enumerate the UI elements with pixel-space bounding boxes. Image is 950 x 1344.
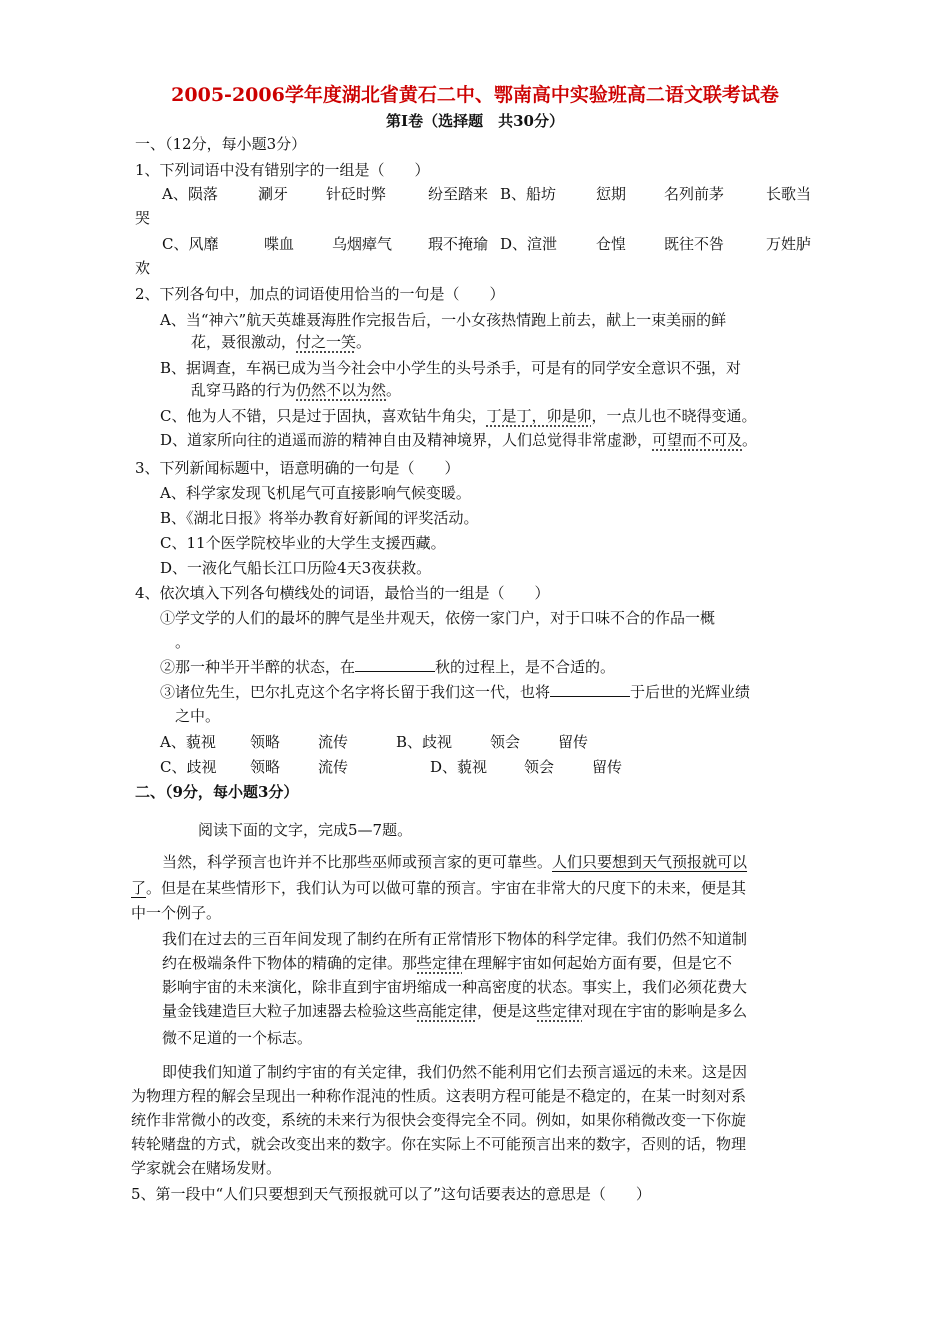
q2-c-text-post: ，一点儿也不晓得变通。 [591, 407, 757, 425]
q1-option-c-word1: C、风靡 [162, 235, 219, 253]
q2-option-b-line1: B、据调查，车祸已成为当今社会中小学生的头号杀手，可是有的同学安全意识不强，对 [160, 359, 742, 377]
q3-option-d: D、一液化气船长江口历险4天3夜获救。 [160, 559, 432, 577]
q2-c-dotted-word: 丁是丁，卯是卯 [486, 407, 592, 425]
q2-c-text-pre: C、他为人不错，只是过于固执，喜欢钻牛角尖， [160, 407, 487, 425]
passage-p1-line3: 中一个例子。 [131, 904, 222, 922]
q4-sentence-1: ①学文学的人们的最坏的脾气是坐井观天，依傍一家门户，对于口味不合的作品一概 [160, 609, 716, 627]
q2-option-a-line1: A、当“神六”航天英雄聂海胜作完报告后，一小女孩热情跑上前去，献上一束美丽的鲜 [160, 311, 727, 329]
q2-a-text-post: 。 [356, 333, 372, 351]
passage-p2-line2 [162, 953, 732, 973]
q4-s2-post: 秋的过程上，是不合适的。 [435, 658, 616, 676]
q1-option-b-word3: 名列前茅 [664, 185, 725, 203]
q2-a-text-pre: 花，聂很激动， [191, 333, 297, 351]
q2-b-text-pre: 乱穿马路的行为 [191, 381, 297, 399]
q4-s3-blank [550, 682, 630, 697]
q4-option-c-word2: 领略 [250, 758, 281, 776]
q1-option-a-word2: 涮牙 [258, 185, 289, 203]
q4-option-d-word2: 领会 [524, 758, 555, 776]
q4-sentence-3-wrap: 之中。 [175, 707, 221, 725]
q1-option-d-word1: D、渲泄 [500, 235, 558, 253]
q4-option-a-word3: 流传 [318, 733, 349, 751]
q4-sentence-1-wrap: 。 [175, 633, 191, 651]
q4-option-a-word1: A、藐视 [160, 733, 216, 751]
q4-s3-post: 于后世的光辉业绩 [630, 683, 751, 701]
q2-b-text-post: 。 [386, 381, 402, 399]
passage-p3-line3: 统作非常微小的改变，系统的未来行为很快会变得完全不同。例如，如果你稍微改变一下你旋 [131, 1111, 747, 1129]
part-one-heading: 第Ⅰ卷（选择题 共30分） [386, 112, 564, 130]
q1-option-a-word1: A、陨落 [162, 185, 218, 203]
q1-option-b-word2: 愆期 [596, 185, 627, 203]
q1-option-c-word2: 喋血 [264, 235, 295, 253]
passage-p2-l2-dotted: 些定律 [417, 954, 463, 972]
exam-title: 2005-2006学年度湖北省黄石二中、鄂南高中实验班高二语文联考试卷 [171, 84, 779, 106]
passage-p1-line2-text: 。但是在某些情形下，我们认为可以做可靠的预言。宇宙在非常大的尺度下的未来，便是其 [146, 879, 747, 897]
passage-p2-line1: 我们在过去的三百年间发现了制约在所有正常情形下物体的科学定律。我们仍然不知道制 [162, 930, 748, 948]
q4-s2-blank [355, 657, 435, 672]
q2-a-dotted-word: 付之一笑 [296, 333, 357, 351]
passage-p2-l4-dotted1: 高能定律 [417, 1002, 478, 1020]
q1-option-b-word1: B、船坊 [500, 185, 557, 203]
q4-option-d-word3: 留传 [592, 758, 623, 776]
q2-option-d [160, 430, 757, 450]
passage-p1-line1 [162, 852, 747, 872]
q3-option-a: A、科学家发现飞机尾气可直接影响气候变暖。 [160, 484, 471, 502]
q4-sentence-2 [160, 657, 615, 677]
q4-option-c-word1: C、歧视 [160, 758, 217, 776]
q2-d-text-pre: D、道家所向往的逍遥而游的精神自由及精神境界，人们总觉得非常虚渺， [160, 431, 653, 449]
passage-p2-line5: 微不足道的一个标志。 [162, 1029, 313, 1047]
q4-option-d-word1: D、藐视 [430, 758, 488, 776]
passage-p3-line1: 即使我们知道了制约宇宙的有关定律，我们仍然不能利用它们去预言遥远的未来。这是因 [162, 1063, 748, 1081]
q3-option-c: C、11个医学院校毕业的大学生支援西藏。 [160, 534, 446, 552]
q1-option-c-word3: 乌烟瘴气 [332, 235, 393, 253]
q4-stem: 4、依次填入下列各句横线处的词语，最恰当的一组是（ ） [135, 584, 550, 602]
q2-b-dotted-word: 仍然不以为然 [296, 381, 387, 399]
q1-option-a-word3: 针砭时弊 [326, 185, 387, 203]
q4-option-a-word2: 领略 [250, 733, 281, 751]
q2-stem: 2、下列各句中，加点的词语使用恰当的一句是（ ） [135, 285, 505, 303]
passage-p1-pre: 当然，科学预言也许并不比那些巫师或预言家的更可靠些。 [162, 853, 553, 871]
section-one-heading: 一、（12分，每小题3分） [135, 135, 307, 153]
q4-s3-pre: ③诸位先生，巴尔扎克这个名字将长留于我们这一代，也将 [160, 683, 551, 701]
q2-option-a-line2 [191, 332, 371, 352]
q2-d-dotted-word: 可望而不可及 [652, 431, 743, 449]
passage-p3-line2: 为物理方程的解会呈现出一种称作混沌的性质。这表明方程可能是不稳定的，在某一时刻对系 [131, 1087, 747, 1105]
q3-stem: 3、下列新闻标题中，语意明确的一句是（ ） [135, 459, 460, 477]
q1-option-c-word4: 瑕不掩瑜 [428, 235, 489, 253]
passage-p2-line4 [162, 1001, 747, 1021]
passage-p2-line3: 影响宇宙的未来演化，除非直到宇宙坍缩成一种高密度的状态。事实上，我们必须花费大 [162, 978, 748, 996]
passage-p3-line4: 转轮赌盘的方式，就会改变出来的数字。你在实际上不可能预言出来的数字，否则的话，物理 [131, 1135, 747, 1153]
q2-option-b-line2 [191, 380, 401, 400]
q1-option-b-word4: 长歌当 [766, 185, 812, 203]
q2-d-text-post: 。 [742, 431, 758, 449]
passage-p2-l4-mid: ，便是这 [477, 1002, 538, 1020]
reading-instruction: 阅读下面的文字，完成5—7题。 [198, 821, 413, 839]
q1-stem: 1、下列词语中没有错别字的一组是（ ） [135, 161, 430, 179]
q4-option-b-word3: 留传 [558, 733, 589, 751]
q1-option-d-word3: 既往不咎 [664, 235, 725, 253]
q2-option-c [160, 406, 757, 426]
section-two-heading: 二、（9分，每小题3分） [135, 783, 299, 801]
passage-p2-l4-post: 对现在宇宙的影响是多么 [582, 1002, 748, 1020]
passage-p1-underlined-end: 了 [131, 879, 147, 897]
q4-sentence-3 [160, 682, 750, 702]
q1-option-d-word4: 万姓胪 [766, 235, 812, 253]
passage-p1-underlined: 人们只要想到天气预报就可以 [552, 853, 748, 871]
passage-p1-line2 [131, 878, 746, 898]
passage-p2-l4-dotted2: 些定律 [537, 1002, 583, 1020]
q5-stem: 5、第一段中“人们只要想到天气预报就可以了”这句话要表达的意思是（ ） [131, 1185, 651, 1203]
passage-p3-line5: 学家就会在赌场发财。 [131, 1159, 282, 1177]
q3-option-b: B、《湖北日报》将举办教育好新闻的评奖活动。 [160, 509, 479, 527]
q4-s2-pre: ②那一种半开半醉的状态，在 [160, 658, 356, 676]
q4-option-c-word3: 流传 [318, 758, 349, 776]
q1-option-d-word2: 仓惶 [596, 235, 627, 253]
q4-option-b-word2: 领会 [490, 733, 521, 751]
passage-p2-l4-pre: 量金钱建造巨大粒子加速器去检验这些 [162, 1002, 418, 1020]
passage-p2-l2-post: 在理解宇宙如何起始方面有要，但是它不 [462, 954, 733, 972]
passage-p2-l2-pre: 约在极端条件下物体的精确的定律。那 [162, 954, 418, 972]
q1-option-a-word4: 纷至踏来 [428, 185, 489, 203]
q1-row2-wrap: 欢 [135, 259, 151, 277]
q4-option-b-word1: B、歧视 [396, 733, 453, 751]
q1-row1-wrap: 哭 [135, 209, 151, 227]
